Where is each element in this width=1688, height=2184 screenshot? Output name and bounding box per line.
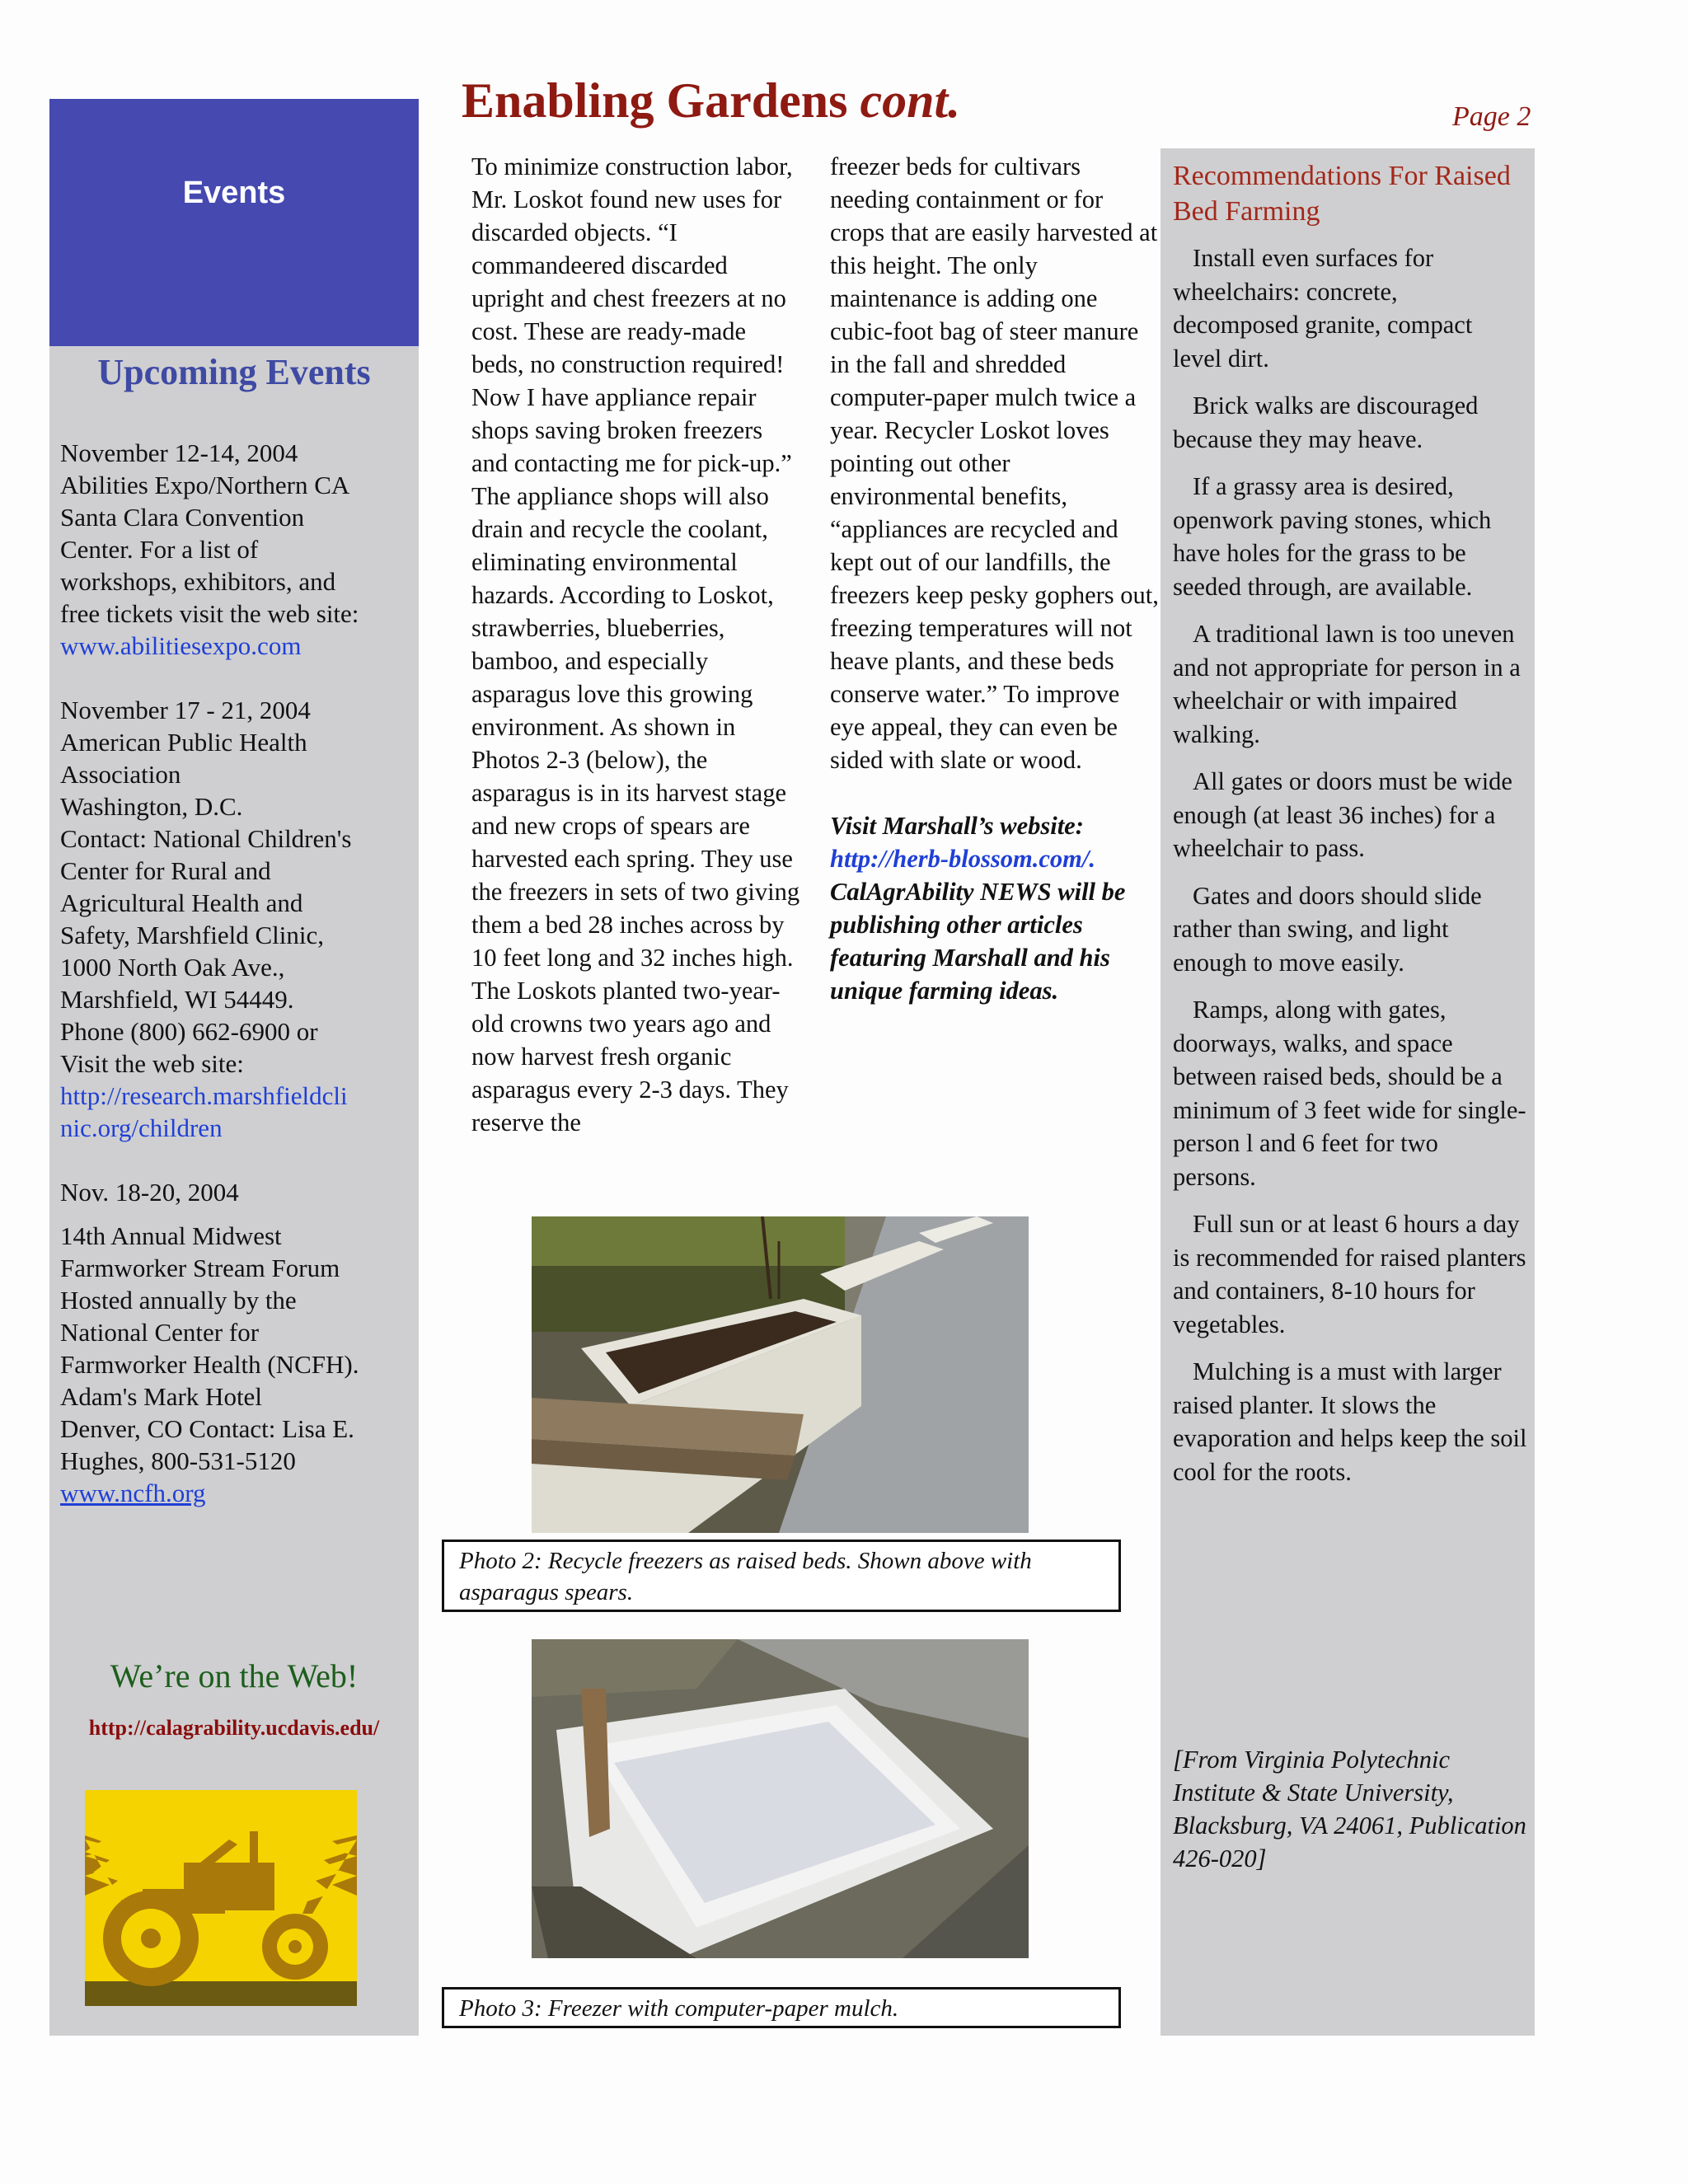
event-line: November 12-14, 2004 <box>60 438 298 467</box>
event-line: Hosted annually by the <box>60 1286 297 1315</box>
event-line: Nov. 18-20, 2004 <box>60 1178 239 1207</box>
freezer-mulch-image <box>532 1639 1029 1958</box>
article-paragraph: To minimize construction labor, Mr. Loskot found new uses for discarded objects. “I commandeered discarded upright and chest freezers at no cost. These are ready-made beds, no construction required! Now I have appliance repair shops saving broken freezers and contacting me for pick-up.” The appliance shops will also drain and recycle the coolant, eliminating environmental hazards. According to Loskot, strawberries, blueberries, bamboo, and especially asparagus love this growing environment. As shown in Photos 2-3 (below), the asparagus is in its harvest stage and new crops of spears are harvested each spring. They use the freezers in sets of two giving them a bed 28 inches across by 10 feet long and 32 inches high. The Loskots planted two-year-old crowns two years ago and now harvest fresh organic asparagus every 2-3 days. They reserve the <box>471 152 800 1137</box>
events-sidebar <box>49 99 419 2036</box>
marshfield-link[interactable]: nic.org/children <box>60 1113 223 1142</box>
event-line: Association <box>60 760 181 789</box>
recommendation-item: Brick walks are discouraged because they may heave. <box>1173 391 1479 453</box>
event-line: Center. For a list of <box>60 535 259 564</box>
event-line: Adam's Mark Hotel <box>60 1382 262 1411</box>
page-title-main: Enabling Gardens <box>462 73 848 128</box>
event-line: November 17 - 21, 2004 <box>60 696 311 724</box>
event-line: Agricultural Health and <box>60 888 303 917</box>
event-item <box>60 694 415 1144</box>
event-item <box>60 1176 415 1208</box>
article-column-1 <box>471 150 801 1139</box>
recommendation-item: A traditional lawn is too uneven and not appropriate for person in a wheelchair or with impaired walking. <box>1173 620 1521 748</box>
event-line: Farmworker Stream Forum <box>60 1254 340 1282</box>
abilities-expo-link[interactable]: www.abilitiesexpo.com <box>60 631 302 660</box>
freezer-beds-image <box>532 1216 1029 1533</box>
photo-freezer-mulch <box>532 1639 1029 1958</box>
page-title-cont: cont. <box>860 73 961 128</box>
recommendation-item: Full sun or at least 6 hours a day is recommended for raised planters and containers, 8-10 hours for vegetables. <box>1173 1210 1526 1338</box>
event-line: Abilities Expo/Northern CA <box>60 471 350 499</box>
ncfh-link[interactable]: www.ncfh.org <box>60 1479 206 1507</box>
article-paragraph: freezer beds for cultivars needing containment or for crops that are easily harvested at this height. The only maintenance is adding one cubic-foot bag of steer manure in the fall and shredded computer-paper mulch twice a year. Recycler Loskot loves pointing out other environmental benefits, “appliances are recycled and kept out of our landfills, the freezers keep pesky gophers out, freezing temperatures will not heave plants, and these beds conserve water.” To improve eye appeal, they can even be sided with slate or wood. <box>830 152 1159 774</box>
event-line: Farmworker Health (NCFH). <box>60 1350 359 1379</box>
event-line: Denver, CO Contact: Lisa E. <box>60 1414 354 1443</box>
recommendation-item: Mulching is a must with larger raised planter. It slows the evaporation and helps keep the soil cool for the roots. <box>1173 1357 1527 1486</box>
marshfield-link[interactable]: http://research.marshfieldcli <box>60 1081 348 1110</box>
event-line: Safety, Marshfield Clinic, <box>60 921 324 949</box>
events-header-box <box>49 99 419 346</box>
event-item <box>60 437 415 662</box>
events-list <box>60 437 415 1541</box>
event-line: Contact: National Children's <box>60 824 352 853</box>
article-column-2 <box>830 150 1160 1007</box>
photo-3-caption: Photo 3: Freezer with computer-paper mulch. <box>442 1987 1121 2028</box>
recommendation-item: Ramps, along with gates, doorways, walks, and space between raised beds, should be a minimum of 3 feet wide for single-person l and 6 feet for two persons. <box>1173 996 1526 1191</box>
event-line: Washington, D.C. <box>60 792 243 821</box>
recommendations-title: Recommendations For Raised Bed Farming <box>1173 161 1511 227</box>
recommendations-box <box>1160 148 1535 2036</box>
event-line: 14th Annual Midwest <box>60 1221 282 1250</box>
event-line: Center for Rural and <box>60 856 271 885</box>
recommendations-list <box>1173 241 1527 1502</box>
website-callout <box>830 809 1160 1007</box>
event-item <box>60 1220 415 1509</box>
event-line: Phone (800) 662-6900 or <box>60 1017 318 1046</box>
recommendation-item: Gates and doors should slide rather than swing, and light enough to move easily. <box>1173 881 1482 977</box>
event-line: Santa Clara Convention <box>60 503 305 532</box>
recommendation-item: All gates or doors must be wide enough (at least 36 inches) for a wheelchair to pass. <box>1173 767 1512 862</box>
event-line: Marshfield, WI 54449. <box>60 985 294 1014</box>
page-number: Page 2 <box>1452 101 1531 132</box>
web-title: We’re on the Web! <box>110 1657 359 1694</box>
event-line: 1000 North Oak Ave., <box>60 953 285 982</box>
recommendation-item: If a grassy area is desired, openwork paving stones, which have holes for the grass to be seeded through, are available. <box>1173 472 1492 601</box>
event-line: Hughes, 800-531-5120 <box>60 1446 296 1475</box>
event-line: Visit the web site: <box>60 1049 244 1078</box>
citation: [From Virginia Polytechnic Institute & State University, Blacksburg, VA 24061, Publication 426-020] <box>1173 1746 1526 1872</box>
event-line: American Public Health <box>60 728 307 757</box>
page-title <box>462 73 960 129</box>
upcoming-events-title: Upcoming Events <box>97 352 371 392</box>
calagrability-url[interactable]: http://calagrability.ucdavis.edu/ <box>88 1716 380 1740</box>
events-label: Events <box>182 176 286 210</box>
callout-text: CalAgrAbility NEWS will be publishing other articles featuring Marshall and his unique farming ideas. <box>830 878 1126 1005</box>
event-line: National Center for <box>60 1318 260 1347</box>
event-line: workshops, exhibitors, and <box>60 567 336 596</box>
herb-blossom-link[interactable]: http://herb-blossom.com/. <box>830 845 1095 873</box>
photo-freezer-beds <box>532 1216 1029 1533</box>
callout-lead: Visit Marshall’s website: <box>830 812 1084 840</box>
photo-2-caption: Photo 2: Recycle freezers as raised beds. Shown above with asparagus spears. <box>442 1540 1121 1612</box>
recommendation-item: Install even surfaces for wheelchairs: concrete, decomposed granite, compact level dirt. <box>1173 244 1473 373</box>
event-line: free tickets visit the web site: <box>60 599 359 628</box>
tractor-icon <box>85 1790 357 2006</box>
